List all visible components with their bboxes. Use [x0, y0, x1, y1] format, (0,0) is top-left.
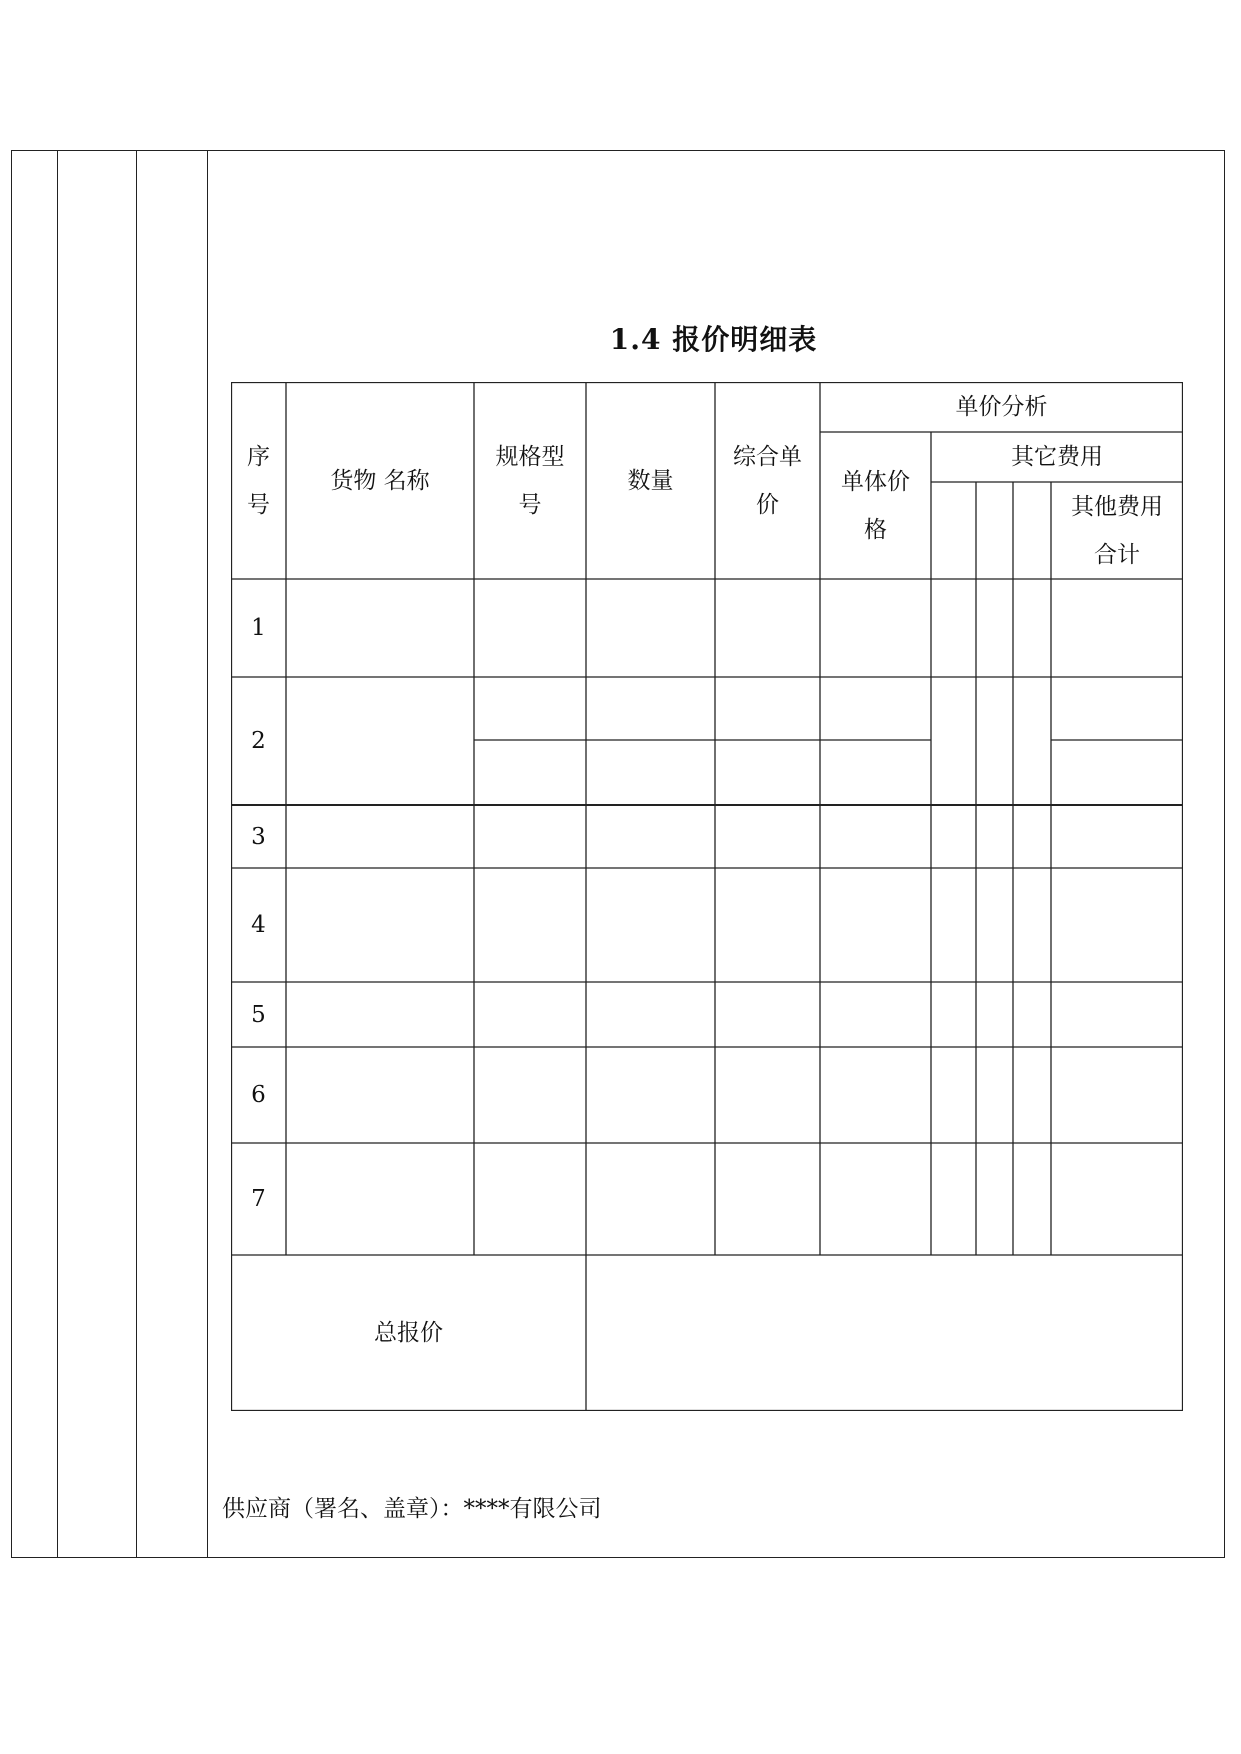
frame-column-divider — [207, 150, 208, 1558]
row-number: 7 — [251, 1186, 266, 1212]
header-other-fees: 其它费用 — [1011, 444, 1103, 470]
header-other-fees-total: 其他费用 合计 — [1071, 493, 1163, 568]
total-price-value — [586, 1255, 1183, 1411]
row-number: 6 — [251, 1082, 266, 1108]
header-seq: 序 号 — [247, 443, 270, 518]
frame-column-divider — [57, 150, 58, 1558]
header-unit-price: 单体价 格 — [841, 468, 910, 543]
row-number: 4 — [251, 912, 266, 938]
supplier-signature-line: 供应商（署名、盖章）：****有限公司 — [222, 1496, 602, 1522]
header-comprehensive-price: 综合单 价 — [733, 443, 802, 518]
header-price-analysis: 单价分析 — [955, 394, 1048, 420]
document-title: 1.4 报价明细表 — [609, 323, 818, 356]
row-number: 5 — [251, 1001, 266, 1028]
header-quantity: 数量 — [627, 467, 674, 494]
header-spec: 规格型 号 — [495, 443, 565, 518]
row-number: 2 — [251, 728, 266, 754]
quote-detail-table — [231, 382, 1183, 1411]
frame-column-divider — [136, 150, 137, 1558]
row-number: 3 — [251, 823, 266, 850]
header-goods-name: 货物 名称 — [330, 467, 430, 494]
row-number: 1 — [251, 615, 266, 641]
total-price-label: 总报价 — [374, 1320, 443, 1346]
